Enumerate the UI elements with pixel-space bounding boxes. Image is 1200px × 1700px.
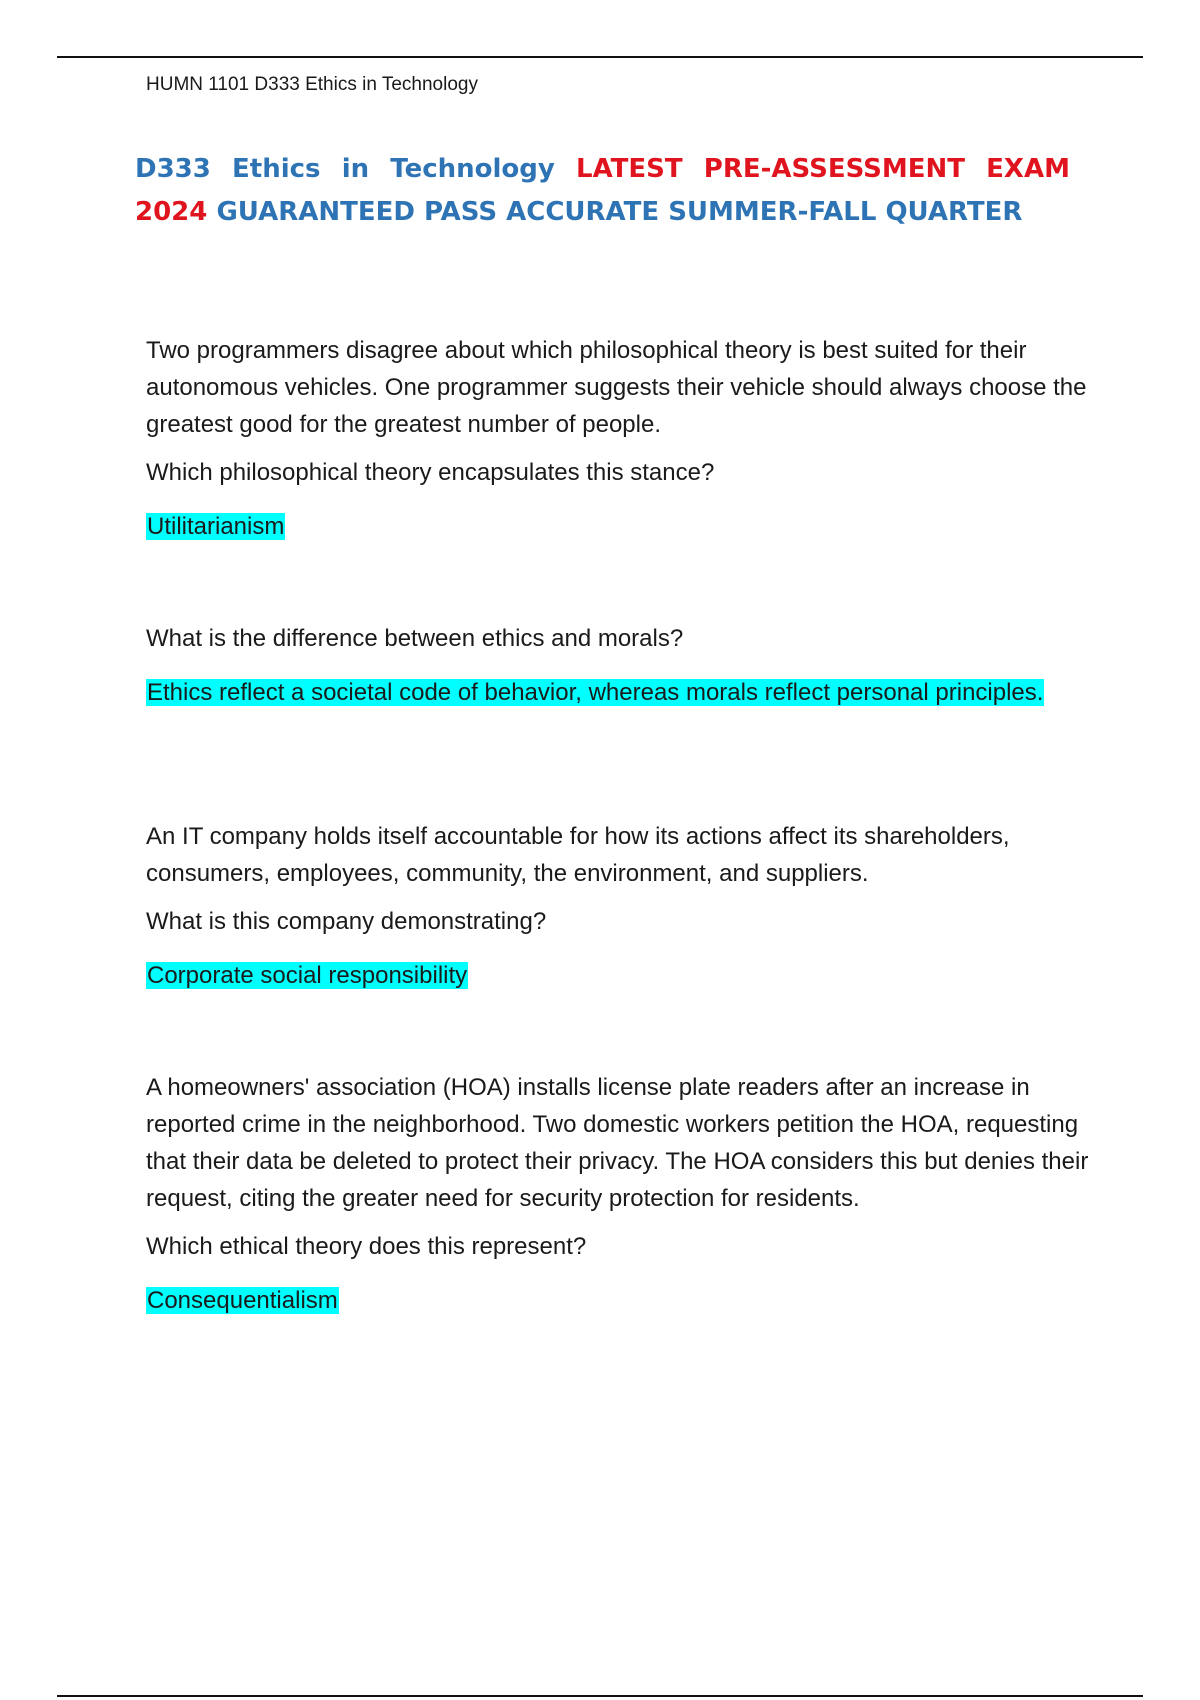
title-course: D333 Ethics in Technology	[135, 154, 555, 184]
answer-text	[146, 508, 1096, 545]
scenario-text: An IT company holds itself accountable for how its actions affect its shareholders, consumers, employees, community, the environment, and suppliers.	[146, 823, 1010, 887]
scenario-text: A homeowners' association (HOA) installs license plate readers after an increase in reported crime in the neighborhood. Two domestic workers petition the HOA, requesting that their data be deleted to protect their privacy. The HOA considers this but denies their request, citing the greater need for security protection for residents.	[146, 1074, 1089, 1212]
document-title	[135, 148, 1070, 234]
header-rule	[57, 56, 1143, 58]
answer-highlight: Ethics reflect a societal code of behavior, whereas morals reflect personal principles.	[147, 679, 1044, 706]
question-text: What is the difference between ethics and morals?	[146, 625, 684, 652]
answer-highlight: Corporate social responsibility	[147, 962, 468, 989]
title-exam: LATEST PRE-ASSESSMENT EXAM 2024	[135, 154, 1070, 227]
answer-text	[146, 957, 1096, 994]
answer-text	[146, 1282, 1096, 1319]
running-header: HUMN 1101 D333 Ethics in Technology	[146, 74, 478, 95]
answer-text	[146, 674, 1096, 711]
title-tagline: GUARANTEED PASS ACCURATE SUMMER-FALL QUARTER	[216, 197, 1023, 227]
question-text: What is this company demonstrating?	[146, 908, 547, 935]
scenario-text: Two programmers disagree about which philosophical theory is best suited for their autonomous vehicles. One programmer suggests their vehicle should always choose the greatest good for the greatest number of people.	[146, 337, 1087, 438]
footer-rule	[57, 1695, 1143, 1697]
qa-item	[146, 620, 1096, 711]
qa-item	[146, 1069, 1096, 1319]
qa-item	[146, 818, 1096, 994]
qa-item	[146, 332, 1096, 545]
answer-highlight: Utilitarianism	[147, 513, 285, 540]
answer-highlight: Consequentialism	[147, 1287, 338, 1314]
question-text: Which philosophical theory encapsulates this stance?	[146, 459, 715, 486]
question-text: Which ethical theory does this represent?	[146, 1233, 587, 1260]
